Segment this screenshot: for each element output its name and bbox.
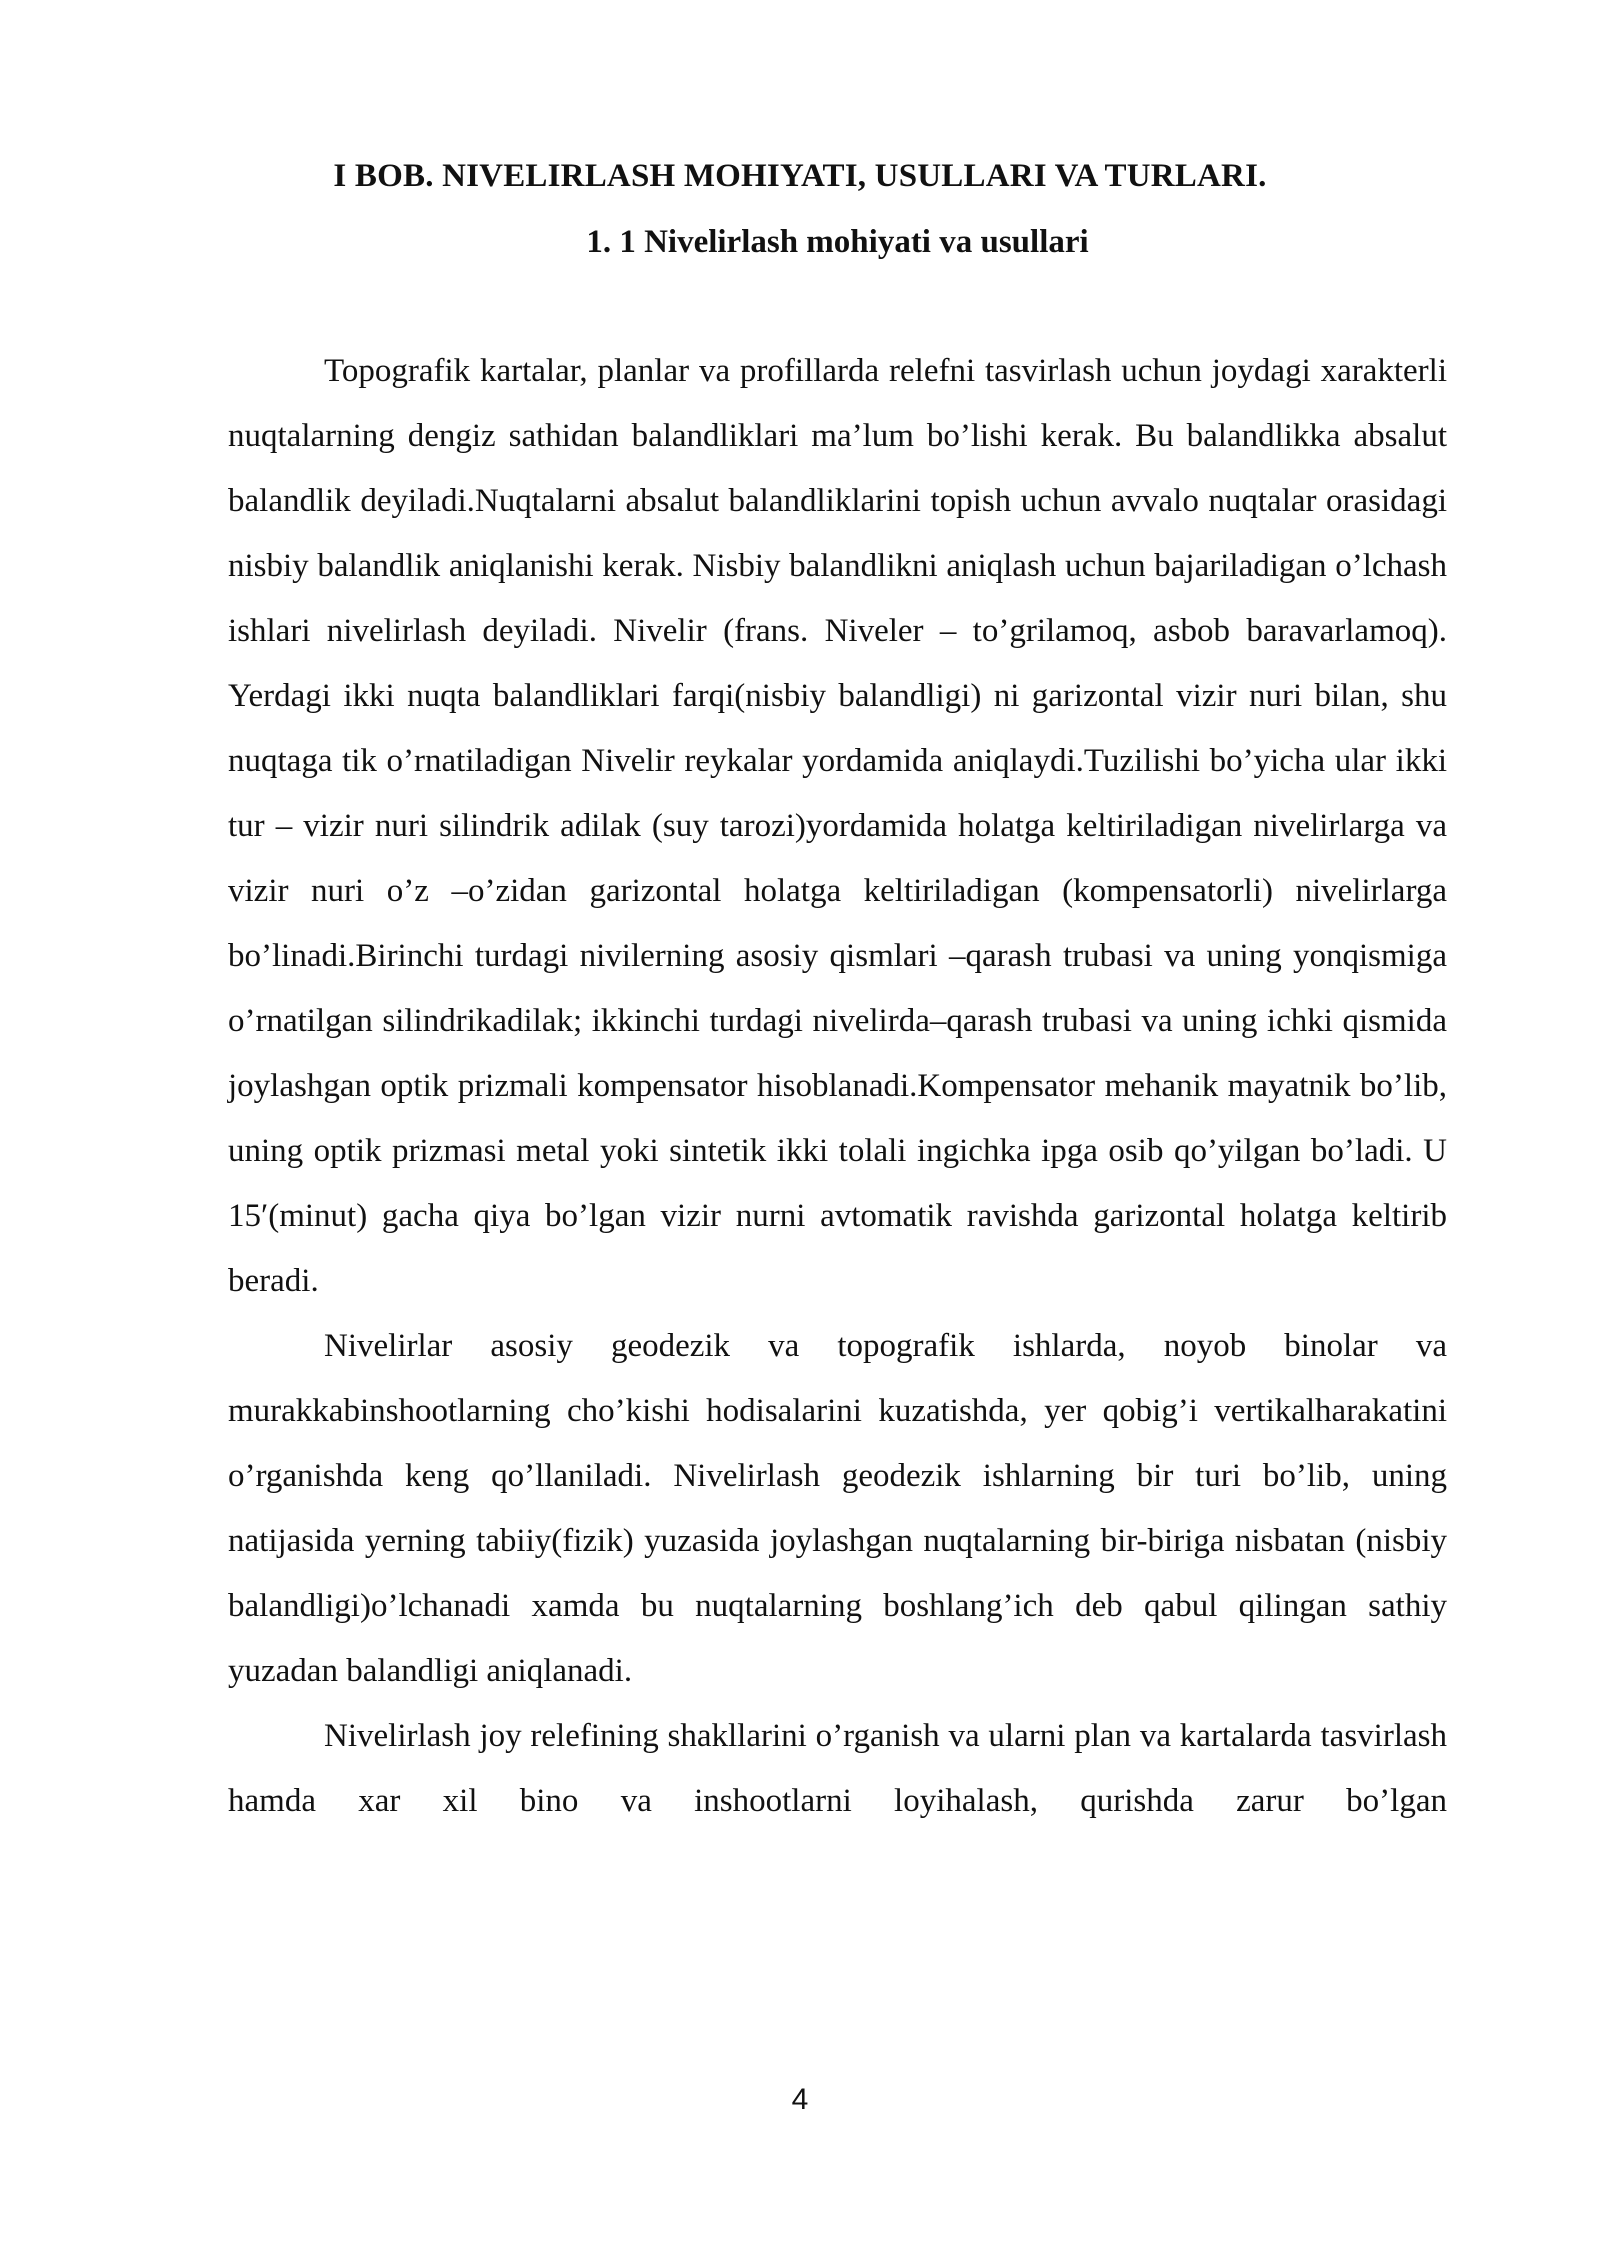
paragraph-2: Nivelirlar asosiy geodezik va topografik ishlarda, noyob binolar va murakkabinshootlarning cho’kishi hodisalarini kuzatishda, yer qobig’i vertikalharakatini o’rganishda keng qo’llaniladi. Nivelirlash geodezik ishlarning bir turi bo’lib, uning natijasida yerning tabiiy(fizik) yuzasida joylashgan nuqtalarning bir-biriga nisbatan (nisbiy balandligi)o’lchanadi xamda bu nuqtalarning boshlang’ich deb qabul qilingan sathiy yuzadan balandligi aniqlanadi. xyxy=(228,1328,1447,1689)
chapter-title: I BOB. NIVELIRLASH MOHIYATI, USULLARI VA TURLARI. xyxy=(333,158,1267,194)
page-number: 4 xyxy=(791,2083,809,2116)
paragraph-1: Topografik kartalar, planlar va profillarda relefni tasvirlash uchun joydagi xarakterli nuqtalarning dengiz sathidan balandliklari ma’lum bo’lishi kerak. Bu balandlikka absalut balandlik deyiladi.Nuqtalarni absalut balandliklarini topish uchun avvalo nuqtalar orasidagi nisbiy balandlik aniqlanishi kerak. Nisbiy balandlikni aniqlash uchun bajariladigan o’lchash ishlari nivelirlash deyiladi. Nivelir (frans. Niveler – to’grilamoq, asbob baravarlamoq). Yerdagi ikki nuqta balandliklari farqi(nisbiy balandligi) ni garizontal vizir nuri bilan, shu nuqtaga tik o’rnatiladigan Nivelir reykalar yordamida aniqlaydi.Tuzilishi bo’yicha ular ikki tur – vizir nuri silindrik adilak (suy tarozi)yordamida holatga keltiriladigan nivelirlarga va vizir nuri o’z –o’zidan garizontal holatga keltiriladigan (kompensatorli) nivelirlarga bo’linadi.Birinchi turdagi nivilerning asosiy qismlari –qarash trubasi va uning yonqismiga o’rnatilgan silindrikadilak; ikkinchi turdagi nivelirda–qarash trubasi va uning ichki qismida joylashgan optik prizmali kompensator hisoblanadi.Kompensator mehanik mayatnik bo’lib, uning optik prizmasi metal yoki sintetik ikki tolali ingichka ipga osib qo’yilgan bo’ladi. U 15′(minut) gacha qiya bo’lgan vizir nurni avtomatik ravishda garizontal holatga keltirib beradi. xyxy=(228,353,1447,1299)
section-title: 1. 1 Nivelirlash mohiyati va usullari xyxy=(586,224,1089,260)
body-text xyxy=(228,339,1447,1834)
paragraph-3: Nivelirlash joy relefining shakllarini o’rganish va ularni plan va kartalarda tasvirlash hamda xar xil bino va inshootlarni loyihalash, qurishda zarur bo’lgan xyxy=(228,1718,1447,1819)
